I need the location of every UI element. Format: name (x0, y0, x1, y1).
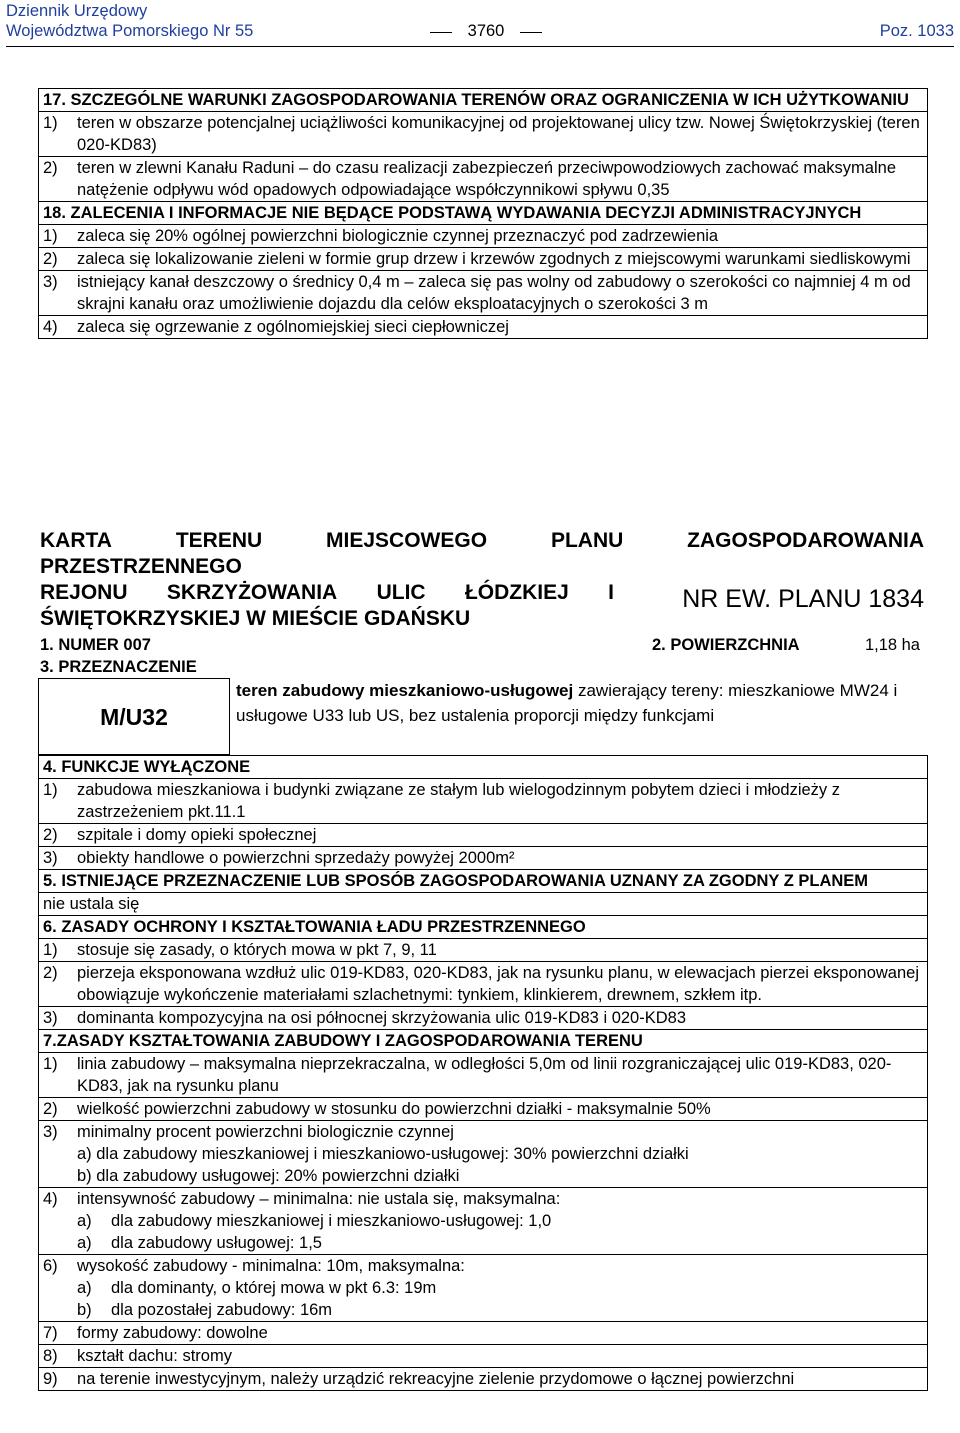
area-size-value: 1,18 ha (864, 636, 920, 654)
page-header (0, 0, 960, 48)
item-number: 1) (43, 781, 58, 799)
s4-item-1 (39, 779, 927, 824)
item-number: 3) (43, 849, 58, 867)
section-18 (39, 202, 927, 225)
zone-description (230, 678, 926, 755)
area-size-label: 2. POWIERZCHNIA (652, 636, 800, 654)
section-6-heading: 6. ZASADY OCHRONY I KSZTAŁTOWANIA ŁADU PRZESTRZENNEGO (43, 918, 586, 936)
zone-symbol: M/U32 (38, 678, 230, 755)
item-text: intensywność zabudowy – minimalna: nie ustala się, maksymalna: (77, 1190, 561, 1208)
item-number: 2) (43, 250, 58, 268)
plan-number: NR EW. PLANU 1834 (682, 585, 924, 613)
s18-item-3 (39, 271, 927, 316)
s4-item-3 (39, 847, 927, 870)
section-7 (39, 1030, 927, 1053)
item-number: 2) (43, 826, 58, 844)
s17-item-2 (39, 157, 927, 202)
s7-item-8 (39, 1345, 927, 1368)
card-title-line-2: PRZESTRZENNEGO (40, 555, 242, 578)
s7-item-3b: b) dla zabudowy usługowej: 20% powierzchni działki (77, 1167, 460, 1185)
item-number: 2) (43, 964, 58, 982)
title-word: REJONU (40, 581, 128, 604)
item-text: formy zabudowy: dowolne (77, 1324, 268, 1342)
sub-item-letter: b) (77, 1301, 92, 1319)
section-17-18 (38, 88, 928, 339)
page-number: 3760 (436, 20, 536, 42)
s18-item-2 (39, 248, 927, 271)
item-text: linia zabudowy – maksymalna nieprzekraczalna, w odległości 5,0m od linii rozgraniczającej ulic 019-KD83, 020-KD83, jak na rysunku planu (77, 1055, 892, 1095)
s6-item-1 (39, 939, 927, 962)
card-title (40, 528, 924, 632)
item-number: 1) (43, 227, 58, 245)
item-number: 1) (43, 941, 58, 959)
section-17-heading: 17. SZCZEGÓLNE WARUNKI ZAGOSPODAROWANIA TERENÓW ORAZ OGRANICZENIA W ICH UŻYTKOWANIU (43, 91, 909, 109)
item-number: 3) (43, 1123, 58, 1141)
sub-item-text: dla pozostałej zabudowy: 16m (111, 1301, 333, 1319)
sub-item-letter: a) (77, 1234, 92, 1252)
sub-item-text: dla zabudowy mieszkaniowej i mieszkaniowo-usługowej: 1,0 (111, 1212, 552, 1230)
item-text: pierzeja eksponowana wzdłuż ulic 019-KD83, 020-KD83, jak na rysunku planu, w elewacjach pierzei eksponowanej obowiązuje wykończenie materiałami szlachetnymi: tynkiem, klinkierem, drewnem, szkłem itp. (77, 964, 919, 1004)
section-3-heading: 3. PRZEZNACZENIE (40, 658, 197, 676)
s5-text (39, 893, 927, 916)
item-number: 2) (43, 1100, 58, 1118)
item-text: dominanta kompozycyjna na osi północnej skrzyżowania ulic 019-KD83 i 020-KD83 (77, 1009, 686, 1027)
item-text: obiekty handlowe o powierzchni sprzedaży powyżej 2000m² (77, 849, 515, 867)
section-6 (39, 916, 927, 939)
item-number: 4) (43, 1190, 58, 1208)
sub-item-letter: a) (77, 1212, 92, 1230)
section-4 (39, 756, 927, 779)
card-title-line-1 (40, 528, 924, 554)
s18-item-1 (39, 225, 927, 248)
sub-item-text: dla dominanty, o której mowa w pkt 6.3: 19m (111, 1279, 437, 1297)
item-text: zaleca się 20% ogólnej powierzchni biologicznie czynnej przeznaczyć pod zadrzewienia (77, 227, 719, 245)
section-17 (39, 89, 927, 112)
s7-item-4b (39, 1232, 927, 1254)
item-text: na terenie inwestycyjnym, należy urządzić rekreacyjne zielenie przydomowe o łącznej powierzchni (77, 1370, 795, 1388)
card-title-line-4: ŚWIĘTOKRZYSKIEJ W MIEŚCIE GDAŃSKU (40, 607, 471, 630)
zone-description-rest: zawierający tereny: mieszkaniowe MW24 i usługowe U33 lub US, bez ustalenia proporcji między funkcjami (236, 681, 898, 725)
sub-item-text: dla zabudowy usługowej: 1,5 (111, 1234, 322, 1252)
position-number: Poz. 1033 (879, 22, 954, 40)
title-word: SKRZYŻOWANIA (166, 581, 338, 604)
title-word: TERENU (175, 529, 263, 552)
header-rule (6, 46, 954, 47)
item-number: 4) (43, 318, 58, 336)
title-word: PLANU (550, 529, 624, 552)
item-text: kształt dachu: stromy (77, 1347, 232, 1365)
item-text: stosuje się zasady, o których mowa w pkt 7, 9, 11 (77, 941, 437, 959)
s7-item-9 (39, 1368, 927, 1390)
zone-description-bold: teren zabudowy mieszkaniowo-usługowej (236, 681, 574, 700)
title-word: KARTA (40, 529, 112, 552)
s6-item-2 (39, 962, 927, 1007)
journal-subtitle: Województwa Pomorskiego Nr 55 (6, 22, 254, 40)
s7-item-6 (39, 1255, 927, 1322)
s7-item-6b (39, 1299, 927, 1321)
title-word: ULIC (376, 581, 426, 604)
title-word: MIEJSCOWEGO (326, 529, 488, 552)
item-text: szpitale i domy opieki społecznej (77, 826, 317, 844)
s6-item-3 (39, 1007, 927, 1030)
section-7-heading: 7.ZASADY KSZTAŁTOWANIA ZABUDOWY I ZAGOSPODAROWANIA TERENU (43, 1032, 643, 1050)
item-number: 7) (43, 1324, 58, 1342)
card-meta (40, 634, 920, 656)
area-number: 1. NUMER 007 (40, 636, 151, 654)
s7-item-3 (39, 1121, 927, 1188)
item-text: wysokość zabudowy - minimalna: 10m, maksymalna: (77, 1257, 465, 1275)
s7-item-1 (39, 1053, 927, 1098)
item-text: teren w zlewni Kanału Raduni – do czasu realizacji zabezpieczeń przeciwpowodziowych zachować maksymalne natężenie odpływu wód opadowych odpowiadające współczynnikowi spływu 0,35 (77, 159, 896, 199)
item-number: 8) (43, 1347, 58, 1365)
item-text: minimalny procent powierzchni biologicznie czynnej (77, 1123, 454, 1141)
journal-title: Dziennik Urzędowy (6, 2, 148, 20)
item-number: 6) (43, 1257, 58, 1275)
item-number: 3) (43, 1009, 58, 1027)
item-text: zaleca się lokalizowanie zieleni w formie grup drzew i krzewów zgodnych z miejscowymi warunkami siedliskowymi (77, 250, 911, 268)
card-title-line-3 (40, 580, 614, 606)
item-number: 1) (43, 114, 58, 132)
item-text: zaleca się ogrzewanie z ogólnomiejskiej sieci ciepłowniczej (77, 318, 509, 336)
s7-item-2 (39, 1098, 927, 1121)
title-word: I (608, 581, 614, 604)
section-5 (39, 870, 927, 893)
section-4-heading: 4. FUNKCJE WYŁĄCZONE (43, 758, 251, 776)
s7-item-6a (39, 1277, 927, 1299)
s5-value: nie ustala się (43, 895, 140, 913)
s4-item-2 (39, 824, 927, 847)
section-5-heading: 5. ISTNIEJĄCE PRZEZNACZENIE LUB SPOSÓB ZAGOSPODAROWANIA UZNANY ZA ZGODNY Z PLANEM (43, 872, 869, 890)
s7-item-4a (39, 1210, 927, 1232)
item-text: teren w obszarze potencjalnej uciążliwości komunikacyjnej od projektowanej ulicy tzw. Nowej Świętokrzyskiej (teren 020-KD83) (77, 114, 920, 154)
s7-item-7 (39, 1322, 927, 1345)
s17-item-1 (39, 112, 927, 157)
title-word: ZAGOSPODAROWANIA (687, 529, 924, 552)
sections-4-7 (38, 755, 928, 1391)
sub-item-letter: a) (77, 1279, 92, 1297)
item-number: 9) (43, 1370, 58, 1388)
item-text: istniejący kanał deszczowy o średnicy 0,4 m – zaleca się pas wolny od zabudowy o szerokości co najmniej 4 m od skrajni kanału oraz umożliwienie dojazdu dla celów eksploatacyjnych o szerokości 3 m (77, 273, 911, 313)
s7-item-3a: a) dla zabudowy mieszkaniowej i mieszkaniowo-usługowej: 30% powierzchni działki (77, 1145, 689, 1163)
item-text: wielkość powierzchni zabudowy w stosunku do powierzchni działki - maksymalnie 50% (77, 1100, 711, 1118)
item-number: 3) (43, 273, 58, 291)
item-number: 2) (43, 159, 58, 177)
item-text: zabudowa mieszkaniowa i budynki związane ze stałym lub wielogodzinnym pobytem dzieci i młodzieży z zastrzeżeniem pkt.11.1 (77, 781, 841, 821)
section-3-purpose (38, 678, 926, 755)
section-18-heading: 18. ZALECENIA I INFORMACJE NIE BĘDĄCE PODSTAWĄ WYDAWANIA DECYZJI ADMINISTRACYJNYCH (43, 204, 862, 222)
title-word: ŁÓDZKIEJ (464, 581, 569, 604)
item-number: 1) (43, 1055, 58, 1073)
s18-item-4 (39, 316, 927, 338)
s7-item-4 (39, 1188, 927, 1255)
